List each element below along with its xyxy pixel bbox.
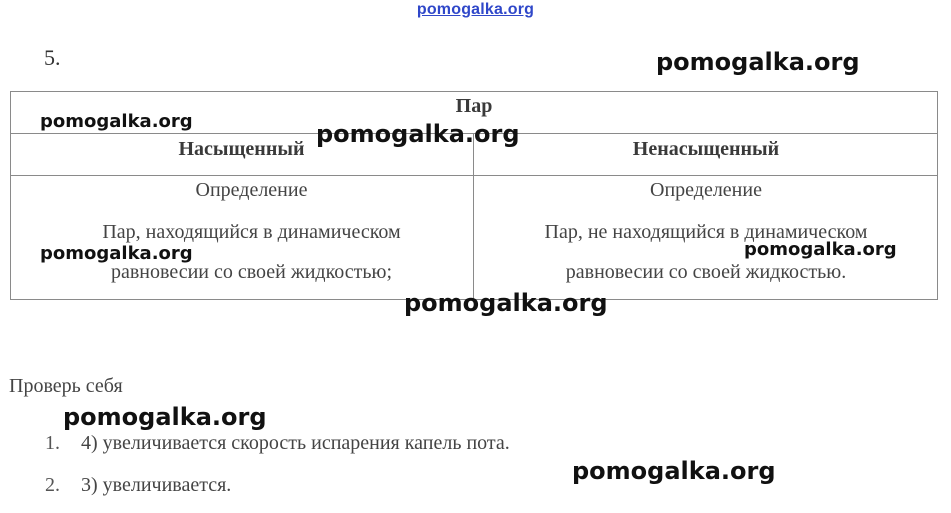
definition-line1-saturated: Пар, находящийся в динамическом bbox=[102, 221, 401, 243]
list-item-number: 1. bbox=[45, 432, 60, 454]
list-item-text: 3) увеличивается. bbox=[81, 474, 232, 496]
definition-line1-unsaturated: Пар, не находящийся в динамическом bbox=[544, 221, 868, 243]
definition-line2-saturated: равновесии со своей жидкостью; bbox=[110, 261, 393, 283]
watermark: pomogalka.org bbox=[316, 120, 520, 148]
table-border-header-bottom bbox=[10, 175, 938, 176]
task-number: 5. bbox=[44, 45, 61, 70]
site-link[interactable]: pomogalka.org bbox=[416, 1, 535, 18]
watermark: pomogalka.org bbox=[40, 111, 193, 132]
watermark: pomogalka.org bbox=[63, 403, 267, 431]
definition-line2-unsaturated: равновесии со своей жидкостью. bbox=[565, 261, 847, 283]
column-header-saturated: Насыщенный bbox=[178, 138, 305, 160]
list-item-number: 2. bbox=[45, 474, 60, 496]
list-item-text: 4) увеличивается скорость испарения капель пота. bbox=[81, 432, 510, 454]
table-border-top bbox=[10, 91, 938, 92]
column-header-unsaturated: Ненасыщенный bbox=[632, 138, 780, 160]
watermark: pomogalka.org bbox=[404, 289, 608, 317]
watermark: pomogalka.org bbox=[744, 239, 897, 260]
definition-label-saturated: Определение bbox=[195, 179, 308, 201]
definition-label-unsaturated: Определение bbox=[650, 179, 762, 201]
watermark: pomogalka.org bbox=[656, 48, 860, 76]
watermark: pomogalka.org bbox=[572, 457, 776, 485]
table-title: Пар bbox=[455, 95, 493, 117]
watermark: pomogalka.org bbox=[40, 243, 193, 264]
check-yourself-title: Проверь себя bbox=[9, 375, 123, 397]
